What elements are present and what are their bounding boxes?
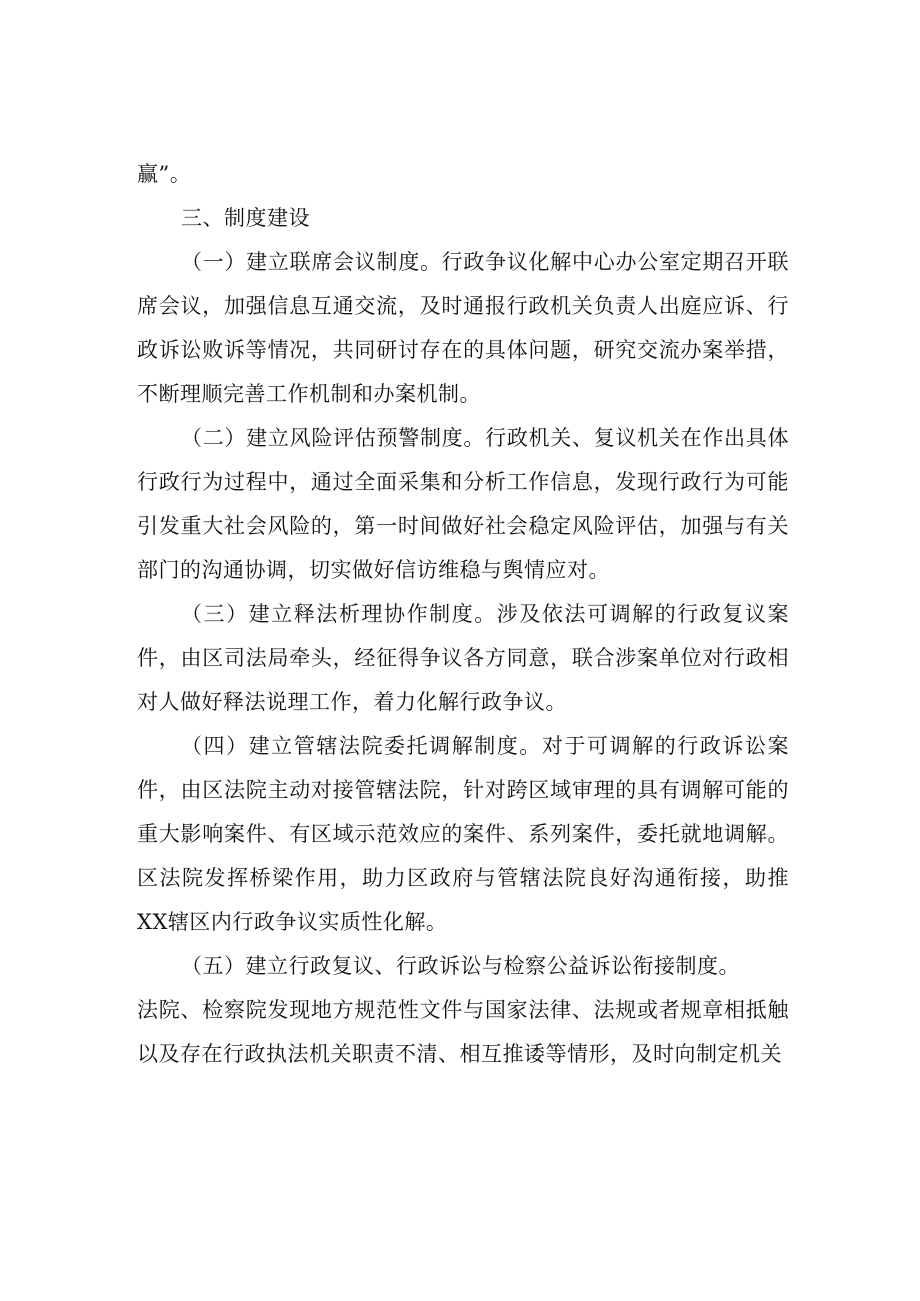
paragraph-item-5-body: 法院、检察院发现地方规范性文件与国家法律、法规或者规章相抵触以及存在行政执法机关职责不清、相互推诿等情形，及时向制定机关 [137, 998, 789, 1066]
paragraph-item-5-heading: （五）建立行政复议、行政诉讼与检察公益诉讼衔接制度。 [181, 954, 740, 978]
paragraph-item-4: （四）建立管辖法院委托调解制度。对于可调解的行政诉讼案件，由区法院主动对接管辖法院，针对跨区域审理的具有调解可能的重大影响案件、有区域示范效应的案件、系列案件，委托就地调解。区法院发挥桥梁作用，助力区政府与管辖法院良好沟通衔接，助推XX辖区内行政争议实质性化解。 [137, 734, 789, 934]
paragraph-item-2: （二）建立风险评估预警制度。行政机关、复议机关在作出具体行政行为过程中，通过全面采集和分析工作信息，发现行政行为可能引发重大社会风险的，第一时间做好社会稳定风险评估，加强与有关部门的沟通协调，切实做好信访维稳与舆情应对。 [137, 426, 789, 582]
document-body [137, 152, 789, 1076]
paragraph-continuation: 赢”。 [137, 162, 192, 186]
paragraph-item-1: （一）建立联席会议制度。行政争议化解中心办公室定期召开联席会议，加强信息互通交流，及时通报行政机关负责人出庭应诉、行政诉讼败诉等情况，共同研讨存在的具体问题，研究交流办案举措，不断理顺完善工作机制和办案机制。 [137, 250, 789, 406]
paragraph-item-3: （三）建立释法析理协作制度。涉及依法可调解的行政复议案件，由区司法局牵头，经征得争议各方同意，联合涉案单位对行政相对人做好释法说理工作，着力化解行政争议。 [137, 602, 789, 714]
section-heading: 三、制度建设 [181, 206, 310, 230]
